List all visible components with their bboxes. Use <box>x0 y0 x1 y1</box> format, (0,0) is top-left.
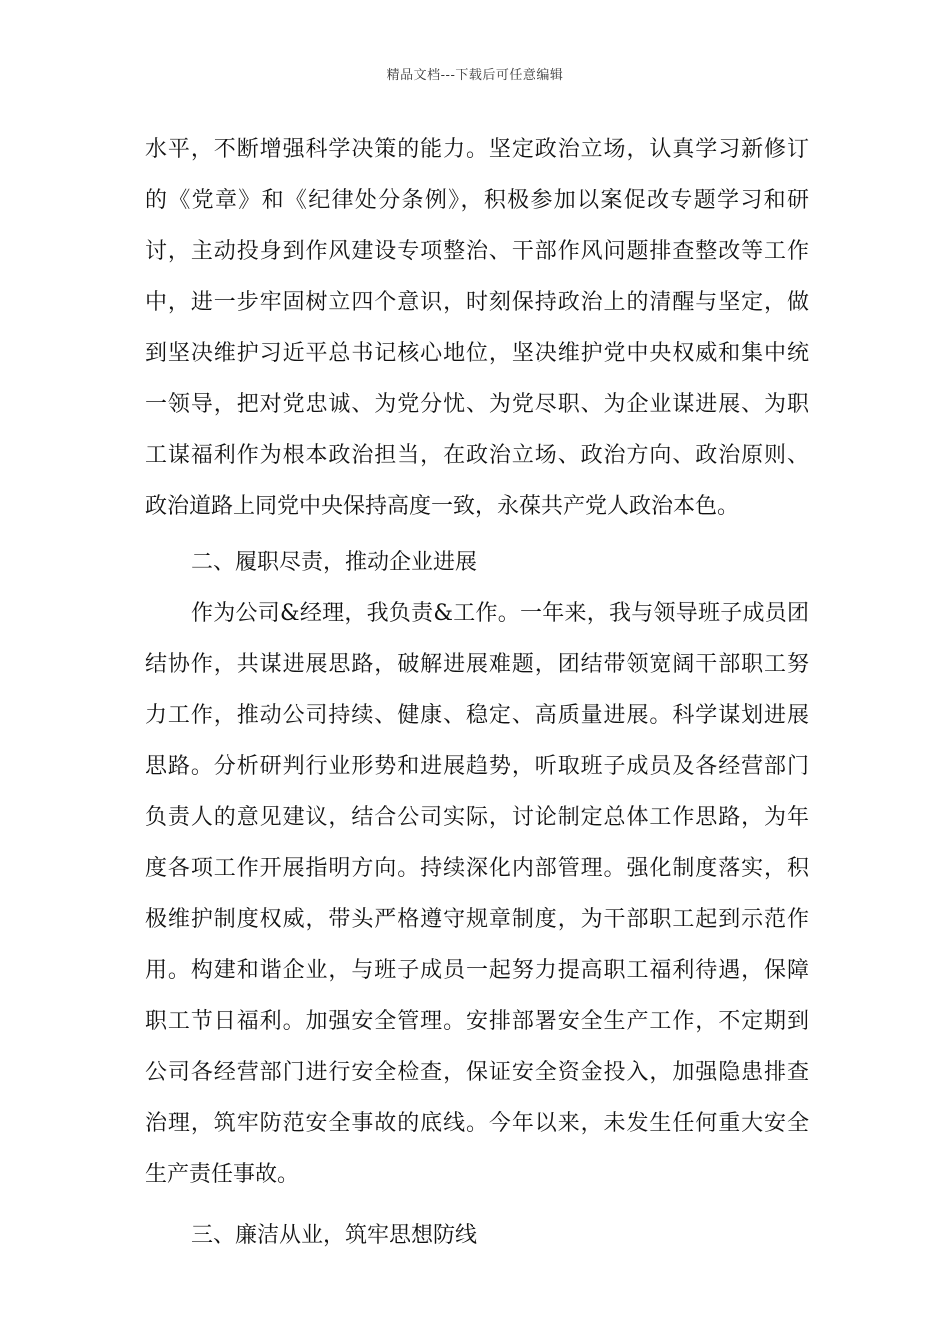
text-line: 结协作，共谋进展思路，破解进展难题，团结带领宽阔干部职工努 <box>145 652 809 677</box>
text-line: 极维护制度权威，带头严格遵守规章制度，为干部职工起到示范作 <box>145 907 809 932</box>
text-line: 职工节日福利。加强安全管理。安排部署安全生产工作，不定期到 <box>145 1009 809 1034</box>
page-header: 精品文档---下载后可任意编辑 <box>386 68 564 83</box>
paragraph-political-stance <box>145 124 809 532</box>
text-line: 用。构建和谐企业，与班子成员一起努力提高职工福利待遇，保障 <box>145 958 809 983</box>
text-line: 负责人的意见建议，结合公司实际，讨论制定总体工作思路，为年 <box>145 805 809 830</box>
text-line: 一领导，把对党忠诚、为党分忧、为党尽职、为企业谋进展、为职 <box>145 392 809 417</box>
document-body <box>145 124 809 1261</box>
section-heading-3: 三、廉洁从业，筑牢思想防线 <box>191 1223 478 1248</box>
text-line: 思路。分析研判行业形势和进展趋势，听取班子成员及各经营部门 <box>145 754 809 779</box>
text-line: 的《党章》和《纪律处分条例》，积极参加以案促改专题学习和研 <box>145 188 809 213</box>
paragraph-duties <box>145 588 809 1200</box>
text-line: 讨，主动投身到作风建设专项整治、干部作风问题排查整改等工作 <box>145 239 809 264</box>
text-line: 水平，不断增强科学决策的能力。坚定政治立场，认真学习新修订 <box>145 137 809 162</box>
text-line: 工谋福利作为根本政治担当，在政治立场、政治方向、政治原则、 <box>145 443 809 468</box>
section-heading-2: 二、履职尽责，推动企业进展 <box>191 550 478 575</box>
text-line: 度各项工作开展指明方向。持续深化内部管理。强化制度落实，积 <box>145 856 809 881</box>
text-line: 治理，筑牢防范安全事故的底线。今年以来，未发生任何重大安全 <box>145 1111 809 1136</box>
text-line: 政治道路上同党中央保持高度一致，永葆共产党人政治本色。 <box>145 494 740 519</box>
text-line: 公司各经营部门进行安全检查，保证安全资金投入，加强隐患排查 <box>145 1060 809 1085</box>
text-line: 力工作，推动公司持续、健康、稳定、高质量进展。科学谋划进展 <box>145 703 809 728</box>
text-line: 作为公司&经理，我负责&工作。一年来，我与领导班子成员团 <box>191 601 809 626</box>
text-line: 生产责任事故。 <box>145 1162 300 1187</box>
text-line: 中，进一步牢固树立四个意识，时刻保持政治上的清醒与坚定，做 <box>145 290 809 315</box>
text-line: 到坚决维护习近平总书记核心地位，坚决维护党中央权威和集中统 <box>145 341 809 366</box>
